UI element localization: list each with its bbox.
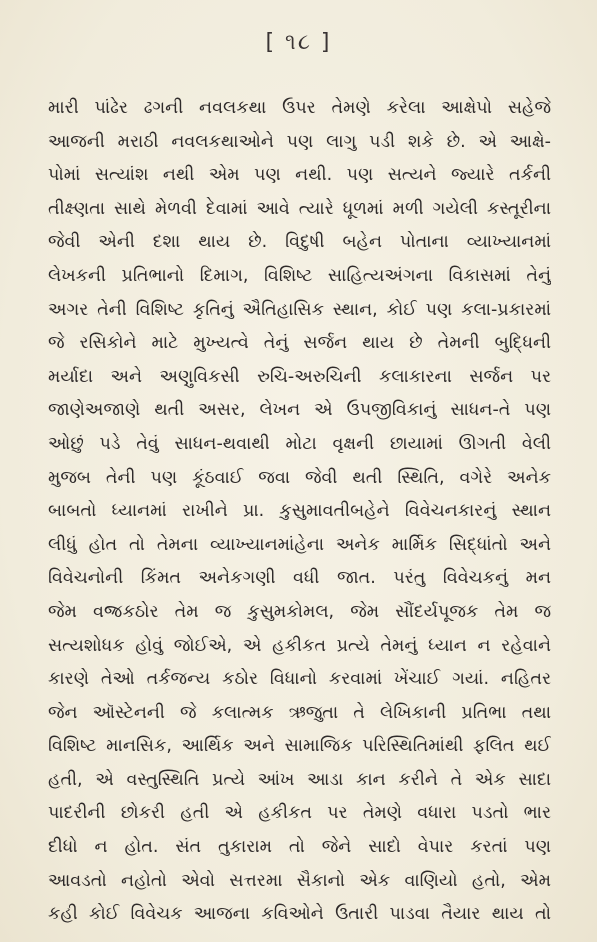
text-line: તીક્ષ્ણતા સાથે મેળવી દેવામાં આવે ત્યારે ધૂળમાં મળી ગયેલી કસ્તૂરીના <box>48 198 551 219</box>
text-line: બાબતો ધ્યાનમાં રાખીને પ્રા. કુસુમાવતીબહેને વિવેચનકારનું સ્થાન <box>48 501 551 522</box>
text-line: મર્યાદા અને અણુવિકસી રુચિ-અરુચિની કલાકારના સર્જન પર <box>48 366 551 387</box>
body-text <box>48 92 551 932</box>
text-line: પોમાં સત્યાંશ નથી એમ પણ નથી. પણ સત્યને જ્યારે તર્કની <box>48 165 551 186</box>
text-line: જેમ વજ્રકઠોર તેમ જ કુસુમકોમલ, જેમ સૌંદર્યપૂજક તેમ જ <box>48 601 551 622</box>
text-line: અગર તેની વિશિષ્ટ કૃતિનું ઐતિહાસિક સ્થાન, કોઈ પણ કલા-પ્રકારમાં <box>48 299 551 320</box>
text-line: મારી પાંઢેર ઢગની નવલકથા ઉપર તેમણે કરેલા આક્ષેપો સહેજે <box>48 98 551 118</box>
text-line: મુજબ તેની પણ કૂંઠવાઈ જવા જેવી થતી સ્થિતિ, વગેરે અનેક <box>48 467 551 488</box>
text-line: લીધું હોત તો તેમના વ્યાખ્યાનમાંહેના અનેક માર્મિક સિદ્ધાંતો અને <box>48 534 551 555</box>
text-line: પાદરીની છોકરી હતી એ હકીકત પર તેમણે વધારા પડતો ભાર <box>48 803 551 824</box>
text-line: હતી, એ વસ્તુસ્થિતિ પ્રત્યે આંખ આડા કાન કરીને તે એક સાદા <box>48 769 551 790</box>
text-line: વિવેચનોની કિંમત અનેકગણી વધી જાત. પરંતુ વિવેચકનું મન <box>48 568 551 589</box>
page-number: [ ૧૮ ] <box>265 30 332 55</box>
text-line: આવડતો નહોતો એવો સત્તરમા સૈકાનો એક વાણિયો હતો, એમ <box>48 870 551 891</box>
text-line: કહી કોઈ વિવેચક આજના કવિઓને ઉતારી પાડવા તૈયાર થાય તો <box>48 904 551 925</box>
text-line: ઓછું પડે તેવું સાધન-થવાથી મોટા વૃક્ષની છાયામાં ઊગતી વેલી <box>48 433 551 454</box>
text-line: લેખકની પ્રતિભાનો દિમાગ, વિશિષ્ટ સાહિત્યઅંગના વિકાસમાં તેનું <box>48 265 551 286</box>
text-line: સત્યશોધક હોવું જોઈએ, એ હકીકત પ્રત્યે તેમનું ધ્યાન ન રહેવાને <box>48 635 551 656</box>
text-line: દીધો ન હોત. સંત તુકારામ તો જેને સાદો વેપાર કરતાં પણ <box>48 837 551 858</box>
text-line: કારણે તેઓ તર્કજન્ય કઠોર વિધાનો કરવામાં ખેંચાઈ ગયાં. નહિતર <box>48 669 551 690</box>
text-line: જાણેઅજાણે થતી અસર, લેખન એ ઉપજીવિકાનું સાધન-તે પણ <box>48 400 551 421</box>
text-line: જેવી એની દશા થાય છે. વિદુષી બહેન પોતાના વ્યાખ્યાનમાં <box>48 232 551 253</box>
text-line: જે રસિકોને માટે મુખ્યત્વે તેનું સર્જન થાય છે તેમની બુદ્ધિની <box>48 333 551 354</box>
text-line: જેન ઑસ્ટેનની જે કલાત્મક ઋજુતા તે લેખિકાની પ્રતિભા તથા <box>48 702 551 723</box>
text-line: આજની મરાઠી નવલકથાઓને પણ લાગુ પડી શકે છે. એ આક્ષે- <box>48 131 551 152</box>
text-line: વિશિષ્ટ માનસિક, આર્થિક અને સામાજિક પરિસ્થિતિમાંથી ફલિત થઈ <box>48 736 551 757</box>
